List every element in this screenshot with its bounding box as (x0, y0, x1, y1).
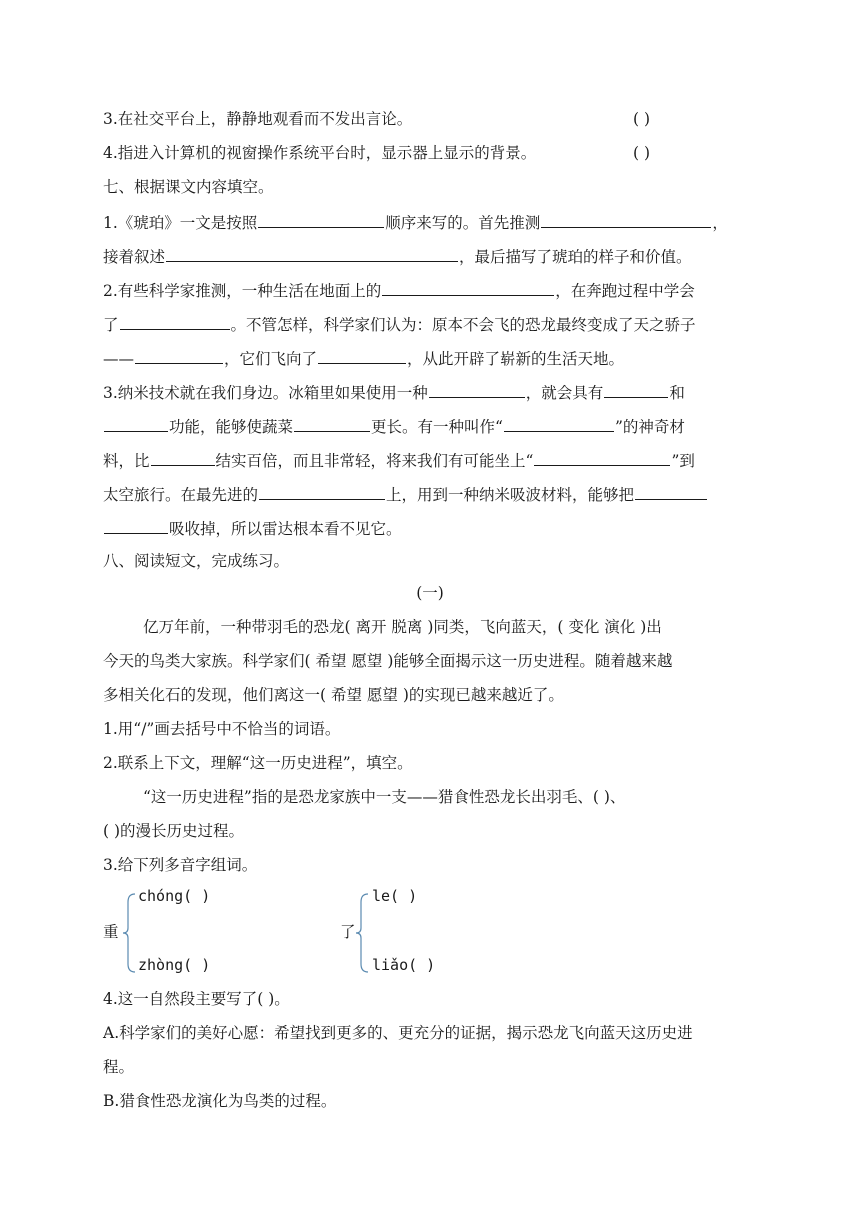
blank[interactable] (259, 482, 385, 500)
blank[interactable] (120, 312, 230, 330)
polyphone-2-reading-2[interactable]: liǎo( ) (372, 956, 436, 974)
passage-line-2: 今天的鸟类大家族。科学家们( 希望 愿望 )能够全面揭示这一历史进程。随着越来越 (103, 652, 673, 670)
blank[interactable] (104, 414, 168, 432)
q7-heading: 七、根据课文内容填空。 (103, 178, 274, 196)
polyphone-char-2: 了 (340, 923, 356, 941)
blank[interactable] (635, 482, 707, 500)
option-a-line-2[interactable]: 程。 (103, 1058, 135, 1076)
sub-question-2-line-2[interactable]: ( )的漫长历史过程。 (103, 822, 245, 840)
blank[interactable] (534, 448, 670, 466)
q8-heading: 八、阅读短文，完成练习。 (103, 552, 290, 570)
blank[interactable] (541, 210, 711, 228)
passage-line-3: 多相关化石的发现，他们离这一( 希望 愿望 )的实现已越来越近了。 (103, 686, 564, 704)
blank[interactable] (104, 516, 168, 534)
q7-item-3-line-5: 吸收掉，所以雷达根本看不见它。 (103, 516, 402, 540)
passage-line-1: 亿万年前，一种带羽毛的恐龙( 离开 脱离 )同类，飞向蓝天，( 变化 演化 )出 (143, 618, 662, 636)
q7-item-3-line-4: 太空旅行。在最先进的 上，用到一种纳米吸波材料，能够把 (103, 482, 708, 506)
blank[interactable] (294, 414, 370, 432)
q6-item-3-answer[interactable]: ( ) (633, 110, 651, 128)
blank[interactable] (429, 380, 525, 398)
polyphone-1-reading-1[interactable]: chóng( ) (138, 887, 211, 905)
sub-question-1: 1.用“/”画去括号中不恰当的词语。 (103, 720, 341, 738)
sub-question-4: 4.这一自然段主要写了( )。 (103, 990, 290, 1008)
polyphone-char-1: 重 (103, 923, 119, 941)
q7-item-1-line-1: 1.《琥珀》一文是按照 顺序来写的。首先推测 ， (103, 210, 728, 234)
q7-item-2-line-2: 了 。不管怎样，科学家们认为：原本不会飞的恐龙最终变成了天之骄子 (103, 312, 696, 336)
section-title: (一) (416, 584, 444, 602)
q7-item-2-line-3: —— ，它们飞向了 ，从此开辟了崭新的生活天地。 (103, 346, 624, 370)
sub-question-3: 3.给下列多音字组词。 (103, 856, 258, 874)
q7-item-1-line-2: 接着叙述 ，最后描写了琥珀的样子和价值。 (103, 244, 692, 268)
option-b[interactable]: B.猎食性恐龙演化为鸟类的过程。 (103, 1092, 337, 1110)
q7-item-2-line-1: 2.有些科学家推测，一种生活在地面上的 ，在奔跑过程中学会 (103, 278, 695, 302)
q7-item-3-line-2: 功能，能够使蔬菜 更长。有一种叫作“ ”的神奇材 (103, 414, 685, 438)
blank[interactable] (504, 414, 614, 432)
blank[interactable] (135, 346, 223, 364)
polyphone-1-reading-2[interactable]: zhòng( ) (138, 956, 211, 974)
blank[interactable] (151, 448, 215, 466)
q6-item-4-answer[interactable]: ( ) (633, 144, 651, 162)
blank[interactable] (318, 346, 406, 364)
q6-item-3: 3.在社交平台上，静静地观看而不发出言论。 (103, 110, 413, 128)
sub-question-2-line-1[interactable]: “这一历史进程”指的是恐龙家族中一支——猎食性恐龙长出羽毛、( )、 (143, 788, 626, 806)
q6-item-4: 4.指进入计算机的视窗操作系统平台时，显示器上显示的背景。 (103, 144, 537, 162)
blank[interactable] (166, 244, 458, 262)
sub-question-2: 2.联系上下文，理解“这一历史进程”，填空。 (103, 754, 413, 772)
polyphone-2-reading-1[interactable]: le( ) (372, 887, 418, 905)
brace-icon (122, 890, 136, 976)
blank[interactable] (382, 278, 554, 296)
option-a-line-1[interactable]: A.科学家们的美好心愿：希望找到更多的、更充分的证据，揭示恐龙飞向蓝天这历史进 (103, 1024, 693, 1042)
blank[interactable] (258, 210, 384, 228)
blank[interactable] (604, 380, 668, 398)
q7-item-3-line-3: 料，比 结实百倍，而且非常轻，将来我们有可能坐上“ ”到 (103, 448, 695, 472)
q7-item-3-line-1: 3.纳米技术就在我们身边。冰箱里如果使用一种 ，就会具有 和 (103, 380, 685, 404)
brace-icon (355, 890, 369, 976)
